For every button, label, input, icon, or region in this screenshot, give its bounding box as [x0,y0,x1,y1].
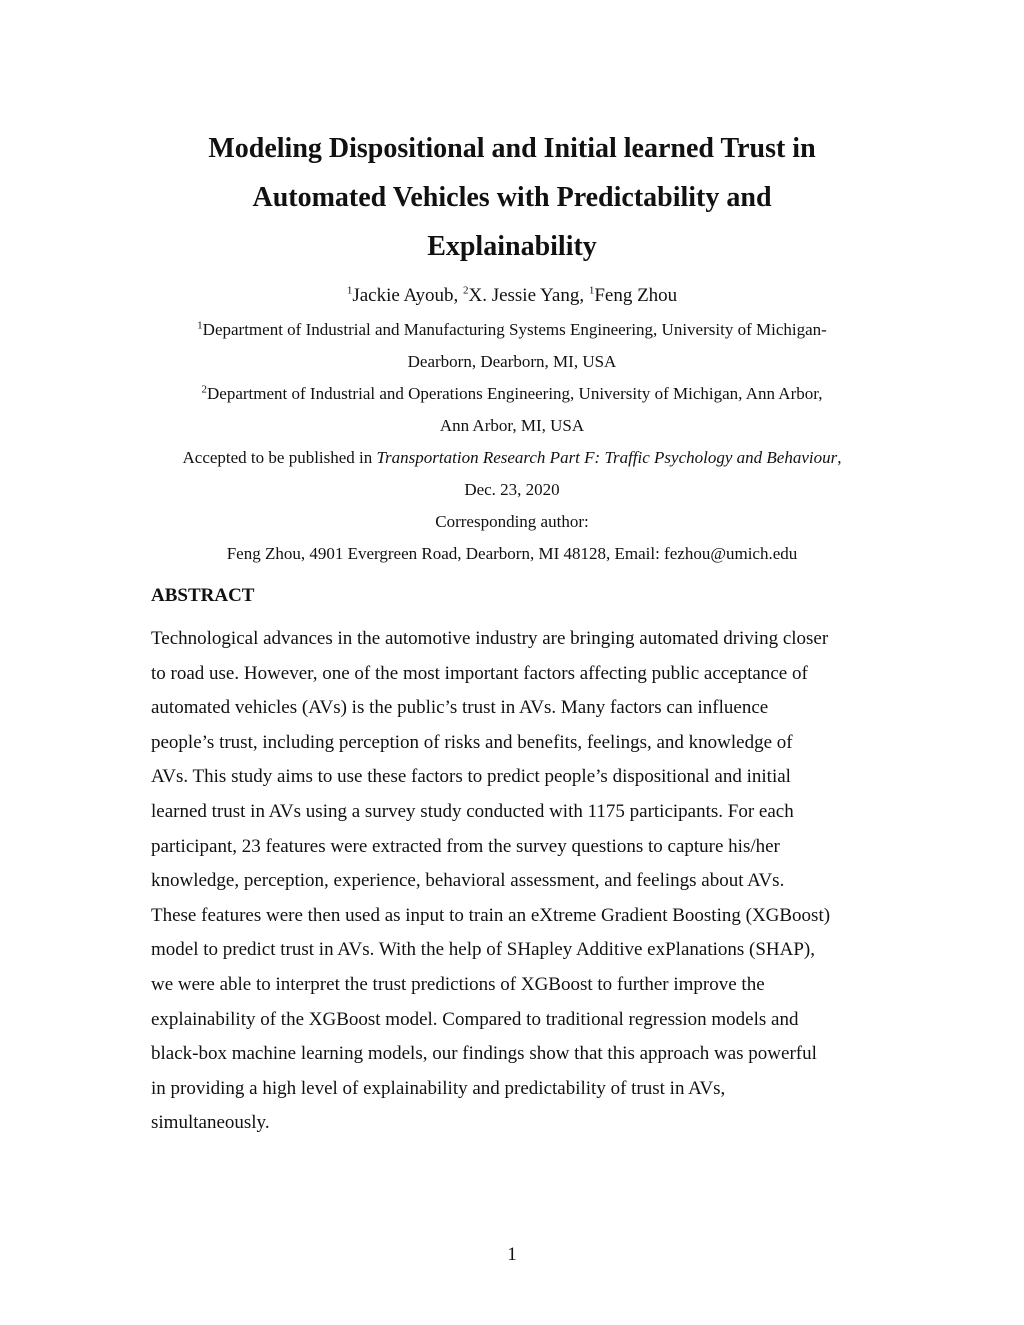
abstract-line: These features were then used as input to train an eXtreme Gradient Boosting (XGBoost) [151,904,831,926]
abstract-body [151,622,875,1141]
affiliation-1-line-2: Dearborn, Dearborn, MI, USA [407,352,617,371]
abstract-line: Technological advances in the automotive industry are bringing automated driving closer [151,628,829,649]
acceptance-suffix: , [837,448,842,467]
author-affil-mark: 1 [588,284,595,297]
author-affil-mark: 2 [462,284,469,297]
abstract-line: in providing a high level of explainability and predictability of trust in AVs, [151,1077,726,1099]
affiliation-text: Department of Industrial and Operations Engineering, University of Michigan, Ann Arbor, [207,384,823,403]
abstract-line: explainability of the XGBoost model. Compared to traditional regression models and [151,1008,799,1030]
abstract-line: black-box machine learning models, our findings show that this approach was powerful [151,1043,817,1065]
abstract-line: AVs. This study aims to use these factors to predict people’s dispositional and initial [151,766,791,788]
author-name: X. Jessie Yang, [468,285,585,306]
acceptance-note [100,446,924,470]
corresponding-details: Feng Zhou, 4901 Evergreen Road, Dearborn, MI 48128, Email: fezhou@umich.edu [226,544,798,563]
paper-title [150,124,874,271]
abstract-line: learned trust in AVs using a survey study conducted with 1175 participants. For each [151,800,794,822]
author-name: Jackie Ayoub, [352,285,459,306]
abstract-line: we were able to interpret the trust predictions of XGBoost to further improve the [151,973,765,995]
abstract-line: model to predict trust in AVs. With the help of SHapley Additive exPlanations (SHAP), [151,939,816,961]
affiliation-mark: 1 [197,319,203,332]
abstract-line: automated vehicles (AVs) is the public’s trust in AVs. Many factors can influence [151,697,769,719]
affiliation-2-line-1 [100,382,924,406]
abstract-line: simultaneously. [151,1112,270,1134]
corresponding-label: Corresponding author: [435,512,589,531]
author-affil-mark: 1 [346,284,353,297]
affiliation-2-line-2: Ann Arbor, MI, USA [439,416,585,435]
title-line: Automated Vehicles with Predictability and [252,182,772,213]
affiliation-mark: 2 [201,383,208,396]
abstract-line: people’s trust, including perception of risks and benefits, feelings, and knowledge of [151,731,793,753]
title-line: Explainability [427,231,597,262]
page-number: 1 [507,1244,517,1265]
journal-name: Transportation Research Part F: Traffic Psychology and Behaviour [376,448,838,467]
affiliation-1-line-1 [100,318,924,342]
author-list [100,282,924,310]
abstract-heading: ABSTRACT [151,585,255,606]
abstract-line: to road use. However, one of the most important factors affecting public acceptance of [151,662,808,684]
abstract-line: participant, 23 features were extracted from the survey questions to capture his/her [151,835,780,857]
author-name: Feng Zhou [594,285,678,306]
title-line: Modeling Dispositional and Initial learned Trust in [208,133,816,164]
acceptance-prefix: Accepted to be published in [182,448,377,467]
acceptance-date: Dec. 23, 2020 [464,480,560,499]
abstract-line: knowledge, perception, experience, behavioral assessment, and feelings about AVs. [151,870,785,892]
affiliation-text: Department of Industrial and Manufacturing Systems Engineering, University of Michigan- [202,320,827,339]
